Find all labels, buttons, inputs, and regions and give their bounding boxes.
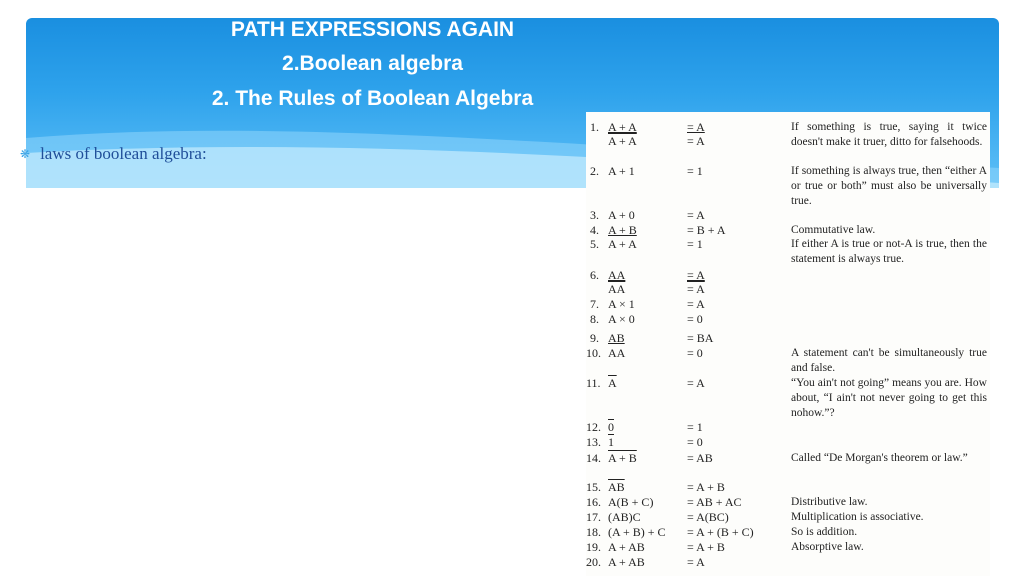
rule-result: = 0 (687, 312, 703, 326)
bullet-item (20, 144, 207, 164)
rule-note: Commutative law. (791, 224, 876, 236)
rule-expression: A + 1 (608, 164, 635, 178)
rule-result: = B + A (687, 223, 726, 237)
rule-result: = A + (B + C) (687, 525, 754, 539)
rule-number: 6. (590, 268, 599, 282)
rule-expression: 1 (608, 435, 614, 449)
rule-note: A statement can't be simultaneously true and false. (791, 347, 987, 374)
rule-expression: AA (608, 346, 626, 360)
title-line-3: 2. The Rules of Boolean Algebra (211, 87, 534, 110)
rule-expression: A + AB (608, 555, 645, 569)
rule-result: = A (687, 120, 705, 134)
rule-note: Distributive law. (791, 496, 868, 508)
rule-number: 14. (586, 451, 601, 465)
rule-number: 1. (590, 120, 599, 134)
rule-expression: (AB)C (608, 510, 641, 524)
rule-expression: (A + B) + C (608, 525, 666, 539)
rule-expression: A + B (608, 451, 637, 465)
rule-number: 18. (586, 525, 601, 539)
rule-note: Called “De Morgan's theorem or law.” (791, 452, 968, 464)
rule-expression: A + AB (608, 540, 645, 554)
rule-number: 13. (586, 435, 601, 449)
rule-number: 5. (590, 237, 599, 251)
rule-expression: 0 (608, 420, 614, 434)
rule-result: = A + B (687, 480, 725, 494)
rule-result: = 0 (687, 435, 703, 449)
rule-number: 7. (590, 297, 599, 311)
rule-expression: A + 0 (608, 208, 635, 222)
rule-result: = 0 (687, 346, 703, 360)
rule-expression: A + A (608, 237, 637, 251)
rule-expression: A + A (608, 120, 637, 134)
title-line-1: PATH EXPRESSIONS AGAIN (230, 18, 515, 41)
rule-note: Absorptive law. (791, 541, 864, 553)
boolean-rules-table (586, 112, 990, 576)
rule-note: If something is true, saying it twice doesn't make it truer, ditto for falsehoods. (791, 121, 987, 148)
rule-result: = AB + AC (687, 495, 742, 509)
rule-result: = AB (687, 451, 713, 465)
rule-result: = A + B (687, 540, 725, 554)
rule-expression: A + B (608, 223, 637, 237)
rule-result: = A (687, 555, 705, 569)
rule-number: 11. (586, 376, 601, 390)
rule-note: Multiplication is associative. (791, 511, 924, 523)
rule-number: 10. (586, 346, 601, 360)
rule-expression: AB (608, 331, 625, 345)
rule-result: = BA (687, 331, 714, 345)
rule-expression: AA (608, 268, 626, 282)
rule-number: 12. (586, 420, 601, 434)
rule-result: = A (687, 268, 705, 282)
rule-number: 8. (590, 312, 599, 326)
rule-number: 2. (590, 164, 599, 178)
rule-result: = A (687, 376, 705, 390)
rule-result: = A (687, 282, 705, 296)
rule-result: = 1 (687, 237, 703, 251)
rule-expression: A × 0 (608, 312, 635, 326)
rule-note: If either A is true or not-A is true, then the statement is always true. (791, 238, 987, 265)
rule-result: = A(BC) (687, 510, 729, 524)
rule-number: 16. (586, 495, 601, 509)
rule-expression: $\overline{AA}$ (608, 282, 626, 296)
rule-number: 19. (586, 540, 601, 554)
rule-result: = A (687, 208, 705, 222)
rule-expression: A + A (608, 134, 637, 148)
rule-note: “You ain't not going” means you are. How about, “I ain't not never going to get this nohow.”? (791, 377, 987, 419)
bullet-text: laws of boolean algebra: (40, 144, 207, 163)
rule-result: = A (687, 297, 705, 311)
rule-expression: A × 1 (608, 297, 635, 311)
rule-number: 17. (586, 510, 601, 524)
rule-result: = A (687, 134, 705, 148)
rule-expression: A(B + C) (608, 495, 654, 509)
bullet-icon: ❋ (20, 147, 31, 161)
rule-note: If something is always true, then “either A or true or both” must also be universally true. (791, 165, 987, 207)
rule-note: So is addition. (791, 526, 858, 538)
rule-number: 4. (590, 223, 599, 237)
rule-number: 9. (590, 331, 599, 345)
rule-expression: $\overline{AB}$ (608, 480, 625, 494)
rule-number: 15. (586, 480, 601, 494)
rule-number: 3. (590, 208, 599, 222)
rule-number: 20. (586, 555, 601, 569)
rule-expression: $\overline{A}$ (608, 376, 617, 390)
rule-result: = 1 (687, 420, 703, 434)
rule-result: = 1 (687, 164, 703, 178)
title-line-2: 2.Boolean algebra (282, 52, 463, 75)
